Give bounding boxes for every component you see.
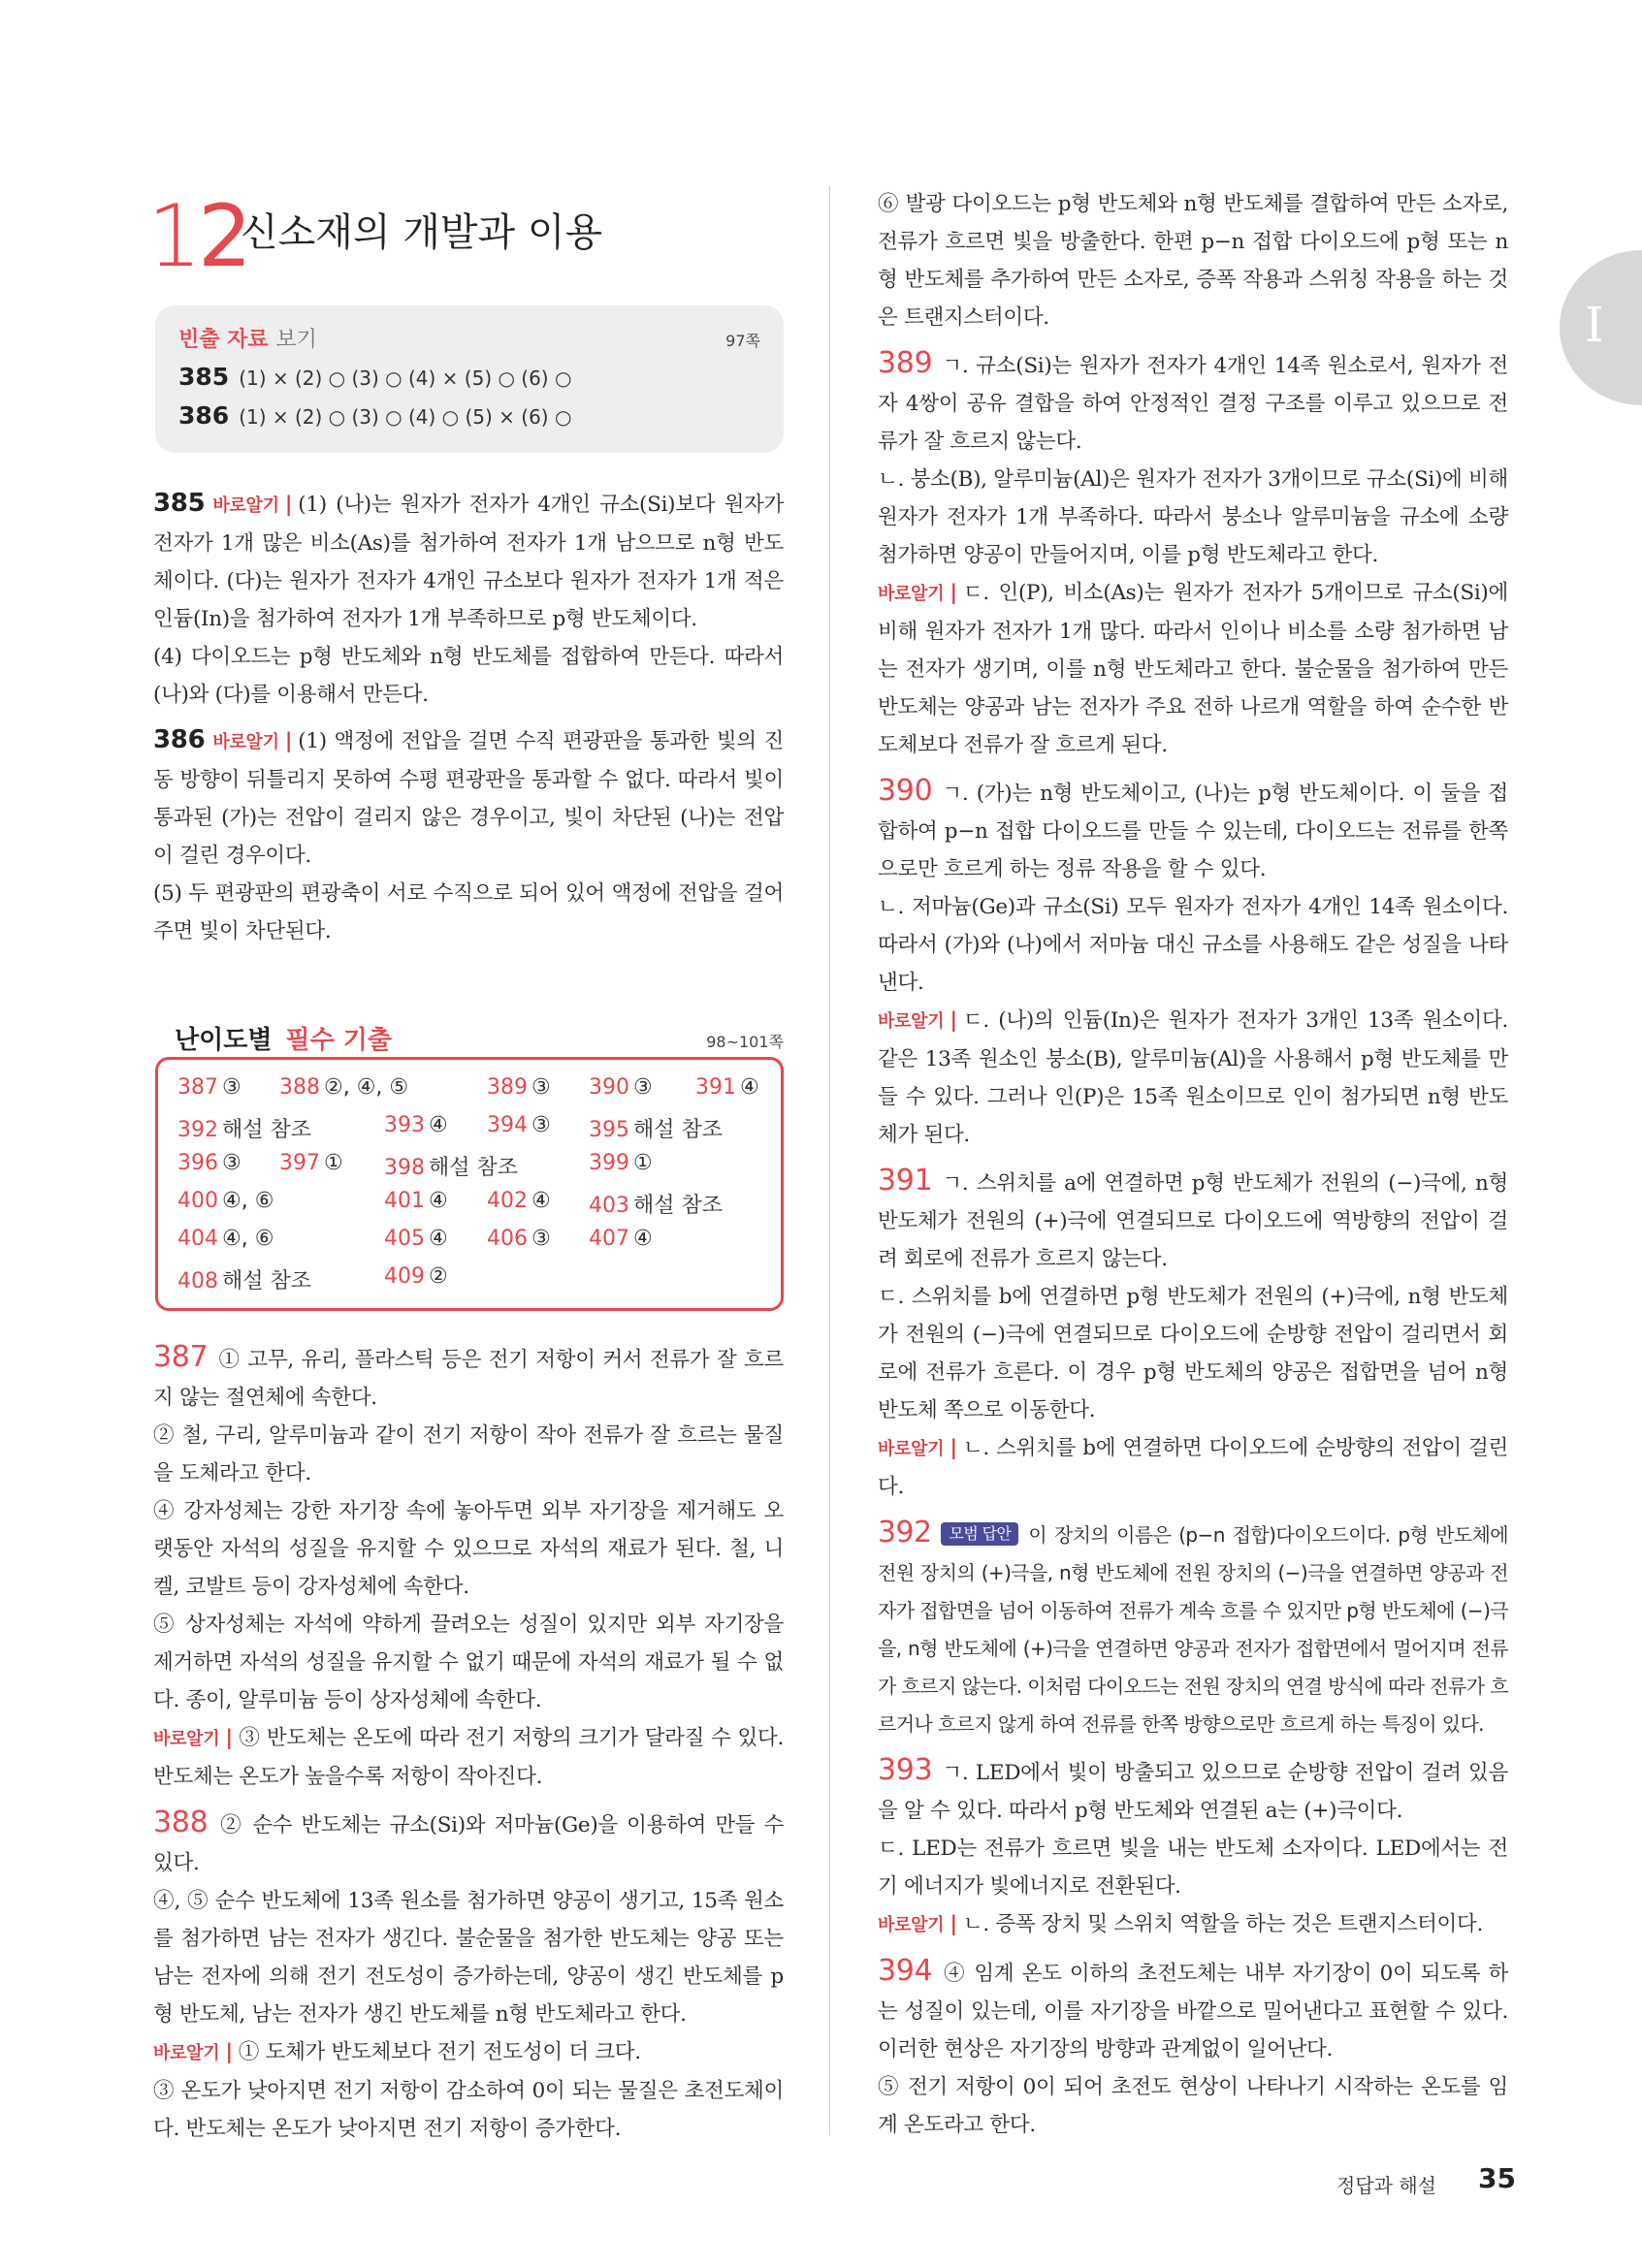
explanation-text: ② 순수 반도체는 규소(Si)와 저마늄(Ge)을 이용하여 만들 수 있다. [153,1813,784,1875]
answer-item [177,1075,241,1100]
question-number: 389 [878,346,933,380]
correction-tag: 바로알기 [153,1729,220,1749]
explanation-text: (1) (나)는 원자가 전자가 4개인 규소(Si)보다 원자가 전자가 1개 많은 비소(As)를 첨가하여 전자가 1개 남으므로 n형 반도체이다. (다)는 원자가 전자가 4개인 규소보다 원자가 전자가 1개 적은 인듐(In)을 첨가하여 전자가 1개 부족하므로 p형 반도체이다. [153,493,784,631]
explanation-text: ㄱ. 규소(Si)는 원자가 전자가 4개인 14족 원소로서, 원자가 전자 4쌍이 공유 결합을 하여 안정적인 결정 구조를 이루고 있으므로 전류가 잘 흐르지 않는다. [878,354,1508,454]
answer-number: 393 [384,1113,425,1137]
answer-item [279,1075,408,1100]
answer-value: 해설 참조 [633,1194,724,1218]
frequent-data-box [155,305,784,453]
chapter-number [147,186,246,286]
correction-tag: 바로알기 [878,584,945,604]
explanation-text: ① 도체가 반도체보다 전기 전도성이 더 크다. [238,2040,641,2064]
answer-number: 397 [279,1151,320,1175]
explanation-text: ⑤ 상자성체는 자석에 약하게 끌려오는 성질이 있지만 외부 자기장을 제거하면 자석의 성질을 유지할 수 없기 때문에 자석의 재료가 될 수 없다. 종이, 알루미늄 등이 상자성체에 속한다. [153,1613,784,1712]
answer-number: 391 [695,1075,736,1100]
answer-item [177,1151,241,1175]
ox-answers: (1) × (2) ○ (3) ○ (4) ○ (5) × (6) ○ [239,405,572,429]
explanation-391 [878,1162,1508,1506]
explanation-text: ㄱ. 스위치를 a에 연결하면 p형 반도체가 전원의 (−)극에, n형 반도체가 전원의 (+)극에 연결되므로 다이오드에 역방향의 전압이 걸려 회로에 전류가 흐르지 않는다. [878,1171,1508,1271]
exam-page-ref: 98~101쪽 [706,1033,784,1051]
answer-value: 해설 참조 [429,1156,519,1180]
explanation-text: (4) 다이오드는 p형 반도체와 n형 반도체를 접합하여 만든다. 따라서 (나)와 (다)를 이용해서 만든다. [153,645,784,707]
answer-value: ① [633,1151,653,1175]
question-number: 390 [878,774,933,808]
frequent-data-title-rest: 보기 [275,328,317,352]
answer-value: ③ [531,1113,551,1137]
answer-number: 408 [177,1269,218,1294]
answer-number: 400 [177,1189,218,1213]
explanation-text: ㄱ. (가)는 n형 반도체이고, (나)는 p형 반도체이다. 이 둘을 접합하여 p−n 접합 다이오드를 만들 수 있는데, 다이오드는 전류를 한쪽으로만 흐르게 하는 정류 작용을 할 수 있다. [878,782,1508,881]
answer-number: 404 [177,1227,218,1251]
section-tab-marker [1560,250,1642,405]
exam-section-title [175,1020,392,1056]
exam-title-prefix: 난이도별 [175,1026,273,1055]
tag-separator: | [225,2040,233,2064]
explanation-386 [153,721,784,950]
answer-value: 해설 참조 [633,1118,724,1142]
explanation-text: ⑤ 전기 저항이 0이 되어 초전도 현상이 나타나기 시작하는 온도를 임계 온도라고 한다. [878,2075,1508,2137]
explanation-text: ㄷ. (나)의 인듐(In)은 원자가 전자가 3개인 13족 원소이다. 같은 13족 원소인 붕소(B), 알루미늄(Al)을 사용해서 p형 반도체를 만들 수 있다. 그러나 인(P)은 15족 원소이므로 인이 첨가되면 n형 반도체가 된다. [878,1008,1508,1147]
explanation-text: (1) 액정에 전압을 걸면 수직 편광판을 통과한 빛의 진동 방향이 뒤틀리지 못하여 수평 편광판을 통과할 수 없다. 따라서 빛이 통과된 (가)는 전압이 걸리지 않은 경우이고, 빛이 차단된 (나)는 전압이 걸린 경우이다. [153,729,784,868]
tag-separator: | [284,729,293,753]
question-number: 386 [178,401,230,430]
answer-value: ③ [531,1227,551,1251]
question-number: 385 [153,489,206,518]
correction-tag: 바로알기 [878,1011,945,1032]
answer-value: ③ [531,1075,551,1100]
right-column [878,185,1508,2152]
answer-value: ④ [429,1113,448,1137]
answer-item [384,1264,448,1289]
answer-item [177,1227,274,1251]
ox-answers: (1) × (2) ○ (3) ○ (4) × (5) ○ (6) ○ [239,367,572,390]
answer-item [384,1151,518,1181]
answer-item [589,1113,723,1143]
explanation-389 [878,344,1508,764]
question-number: 388 [153,1805,209,1839]
explanation-text: ① 고무, 유리, 플라스틱 등은 전기 저항이 커서 전류가 잘 흐르지 않는 절연체에 속한다. [153,1348,784,1410]
answer-item [589,1227,653,1251]
explanation-text: ⑥ 발광 다이오드는 p형 반도체와 n형 반도체를 결합하여 만든 소자로, 전류가 흐르면 빛을 방출한다. 한편 p−n 접합 다이오드에 p형 또는 n형 반도체를 추가하여 만든 소자로, 증폭 작용과 스위칭 작용을 하는 것은 트랜지스터이다. [878,192,1508,330]
answer-number: 406 [487,1227,528,1251]
answer-number: 395 [589,1118,629,1142]
explanation-text: ④ 임계 온도 이하의 초전도체는 내부 자기장이 0이 되도록 하는 성질이 있는데, 이를 자기장을 바깥으로 밀어낸다고 표현할 수 있다. 이러한 현상은 자기장의 방향과 관계없이 일어난다. [878,1962,1508,2061]
question-number: 387 [153,1340,209,1374]
answer-value: 해설 참조 [222,1118,312,1142]
answer-item [384,1113,448,1137]
explanation-text: ㄱ. LED에서 빛이 방출되고 있으므로 순방향 전압이 걸려 있음을 알 수 있다. 따라서 p형 반도체와 연결된 a는 (+)극이다. [878,1761,1508,1823]
question-number: 385 [178,363,230,391]
answer-item [384,1227,448,1251]
explanation-text: ㄴ. 스위치를 b에 연결하면 다이오드에 순방향의 전압이 걸린다. [878,1436,1508,1499]
left-column-lower [153,1338,784,2156]
answer-value: ②, ④, ⑤ [324,1075,409,1100]
answer-value: ② [429,1264,448,1289]
frequent-data-title [178,323,317,353]
answer-item [487,1189,551,1213]
answer-item [177,1189,274,1213]
explanation-continued [878,185,1508,336]
answer-value: ④ [429,1227,448,1251]
explanation-388 [153,1804,784,2148]
answer-item [695,1075,759,1100]
tag-separator: | [225,1726,233,1750]
frequent-data-row [178,358,760,397]
left-column-upper [153,485,784,958]
exam-title-main: 필수 기출 [285,1026,392,1055]
answer-number: 388 [279,1075,320,1100]
explanation-text: 이 장치의 이름은 (p−n 접합)다이오드이다. p형 반도체에 전원 장치의 (+)극을, n형 반도체에 전원 장치의 (−)극을 연결하면 양공과 전자가 접합면을 넘어 이동하여 전류가 계속 흐를 수 있지만 p형 반도체에 (−)극을, n형 반도체에 (+)극을 연결하면 양공과 전자가 접합면에서 멀어지며 전류가 흐르지 않는다. 이처럼 다이오드는 전원 장치의 연결 방식에 따라 전류가 흐르거나 흐르지 않게 하여 전류를 한쪽 방향으로만 흐르게 하는 특징이 있다. [878,1523,1508,1736]
answer-number: 403 [589,1194,629,1218]
explanation-text: ③ 온도가 낮아지면 전기 저항이 감소하여 0이 되는 물질은 초전도체이다. 반도체는 온도가 낮아지면 전기 저항이 증가한다. [153,2079,784,2141]
chapter-title: 신소재의 개발과 이용 [241,210,603,255]
answer-value: ④, ⑥ [222,1227,274,1251]
answer-number: 407 [589,1227,629,1251]
answer-number: 394 [487,1113,528,1137]
question-number: 393 [878,1753,933,1787]
correction-tag: 바로알기 [212,495,279,516]
question-number: 391 [878,1164,933,1198]
answer-number: 399 [589,1151,629,1175]
explanation-text: (5) 두 편광판의 편광축이 서로 수직으로 되어 있어 액정에 전압을 걸어 주면 빛이 차단된다. [153,881,784,943]
exam-section-header [175,1020,784,1059]
section-tab-label: I [1585,297,1604,353]
answer-key-box [155,1057,784,1311]
model-answer-badge: 모범 답안 [941,1522,1018,1546]
answer-number: 401 [384,1189,425,1213]
explanation-text: ② 철, 구리, 알루미늄과 같이 전기 저항이 작아 전류가 잘 흐르는 물질을 도체라고 한다. [153,1423,784,1485]
explanation-text: ㄷ. 스위치를 b에 연결하면 p형 반도체가 전원의 (+)극에, n형 반도체가 전원의 (−)극에 연결되므로 다이오드에 순방향 전압이 걸리면서 회로에 전류가 흐른다. 이 경우 p형 반도체의 양공은 접합면을 넘어 n형 반도체 쪽으로 이동한다. [878,1285,1508,1422]
explanation-387 [153,1338,784,1796]
answer-item [177,1113,311,1143]
answer-item [384,1189,448,1213]
frequent-data-page-ref: 97쪽 [725,332,760,350]
answer-number: 405 [384,1227,425,1251]
answer-value: 해설 참조 [222,1269,312,1294]
answer-number: 402 [487,1189,528,1213]
explanation-385 [153,485,784,714]
answer-item [487,1075,551,1100]
correction-tag: 바로알기 [153,2043,220,2063]
explanation-text: ㄷ. LED는 전류가 흐르면 빛을 내는 반도체 소자이다. LED에서는 전기 에너지가 빛에너지로 전환된다. [878,1837,1508,1899]
chapter-number-digit-2: 2 [198,186,246,286]
answer-number: 398 [384,1156,425,1180]
answer-number: 409 [384,1264,425,1289]
explanation-393 [878,1751,1508,1944]
correction-tag: 바로알기 [878,1439,945,1459]
answer-number: 396 [177,1151,218,1175]
answer-item [487,1113,551,1137]
answer-item [177,1264,311,1294]
column-divider [829,186,830,2135]
explanation-text: ㄴ. 증폭 장치 및 스위치 역할을 하는 것은 트랜지스터이다. [962,1912,1484,1936]
explanation-text: ④ 강자성체는 강한 자기장 속에 놓아두면 외부 자기장을 제거해도 오랫동안 자석의 성질을 유지할 수 있으므로 자석의 재료가 된다. 철, 니켈, 코발트 등이 강자성체에 속한다. [153,1499,784,1599]
answer-number: 390 [589,1075,629,1100]
answer-number: 389 [487,1075,528,1100]
frequent-data-title-accent: 빈출 자료 [178,328,269,352]
question-number: 394 [878,1954,933,1988]
answer-item [589,1075,653,1100]
answer-item [487,1227,551,1251]
answer-value: ④ [740,1075,759,1100]
explanation-text: ③ 반도체는 온도에 따라 전기 저항의 크기가 달라질 수 있다. 반도체는 온도가 높을수록 저항이 작아진다. [153,1726,784,1789]
answer-value: ④ [633,1227,653,1251]
correction-tag: 바로알기 [878,1915,945,1935]
answer-value: ④ [429,1189,448,1213]
correction-tag: 바로알기 [212,732,279,752]
tag-separator: | [950,1436,957,1460]
answer-item [589,1151,653,1175]
answer-value: ③ [633,1075,653,1100]
answer-item [279,1151,343,1175]
answer-value: ① [324,1151,343,1175]
explanation-text: ㄴ. 저마늄(Ge)과 규소(Si) 모두 원자가 전자가 4개인 14족 원소이다. 따라서 (가)와 (나)에서 저마늄 대신 규소를 사용해도 같은 성질을 나타낸다. [878,895,1508,995]
explanation-text: ㄷ. 인(P), 비소(As)는 원자가 전자가 5개이므로 규소(Si)에 비해 원자가 전자가 1개 많다. 따라서 인이나 비소를 소량 첨가하면 남는 전자가 생기며, 이를 n형 반도체라고 한다. 불순물을 첨가하여 만든 반도체는 양공과 남는 전자가 주요 전하 나르개 역할을 하여 순수한 반도체보다 전류가 잘 흐르게 된다. [878,581,1508,757]
question-number: 392 [878,1516,932,1549]
answer-item [589,1189,723,1219]
question-number: 386 [153,725,206,754]
footer-label: 정답과 해설 [1336,2174,1436,2197]
answer-number: 387 [177,1075,218,1100]
answer-value: ④, ⑥ [222,1189,274,1213]
explanation-394 [878,1952,1508,2144]
answer-value: ③ [222,1075,241,1100]
tag-separator: | [284,493,293,517]
explanation-text: ㄴ. 붕소(B), 알루미늄(Al)은 원자가 전자가 3개이므로 규소(Si)에 비해 원자가 전자가 1개 부족하다. 따라서 붕소나 알루미늄을 규소에 소량 첨가하면 양공이 만들어지며, 이를 p형 반도체라고 한다. [878,467,1508,567]
tag-separator: | [950,581,957,605]
explanation-text: ④, ⑤ 순수 반도체에 13족 원소를 첨가하면 양공이 생기고, 15족 원소를 첨가하면 남는 전자가 생긴다. 불순물을 첨가한 반도체는 양공 또는 남는 전자에 의해 전기 전도성이 증가하는데, 양공이 생긴 반도체를 p형 반도체, 남는 전자가 생긴 반도체를 n형 반도체라고 한다. [153,1889,784,2027]
explanation-392 [878,1514,1508,1743]
chapter-number-digit-1: 1 [147,186,196,286]
page-number: 35 [1478,2162,1516,2194]
frequent-data-row [178,397,760,435]
tag-separator: | [950,1008,957,1033]
answer-value: ④ [531,1189,551,1213]
tag-separator: | [950,1912,957,1936]
explanation-390 [878,772,1508,1154]
answer-number: 392 [177,1118,218,1142]
answer-value: ③ [222,1151,241,1175]
